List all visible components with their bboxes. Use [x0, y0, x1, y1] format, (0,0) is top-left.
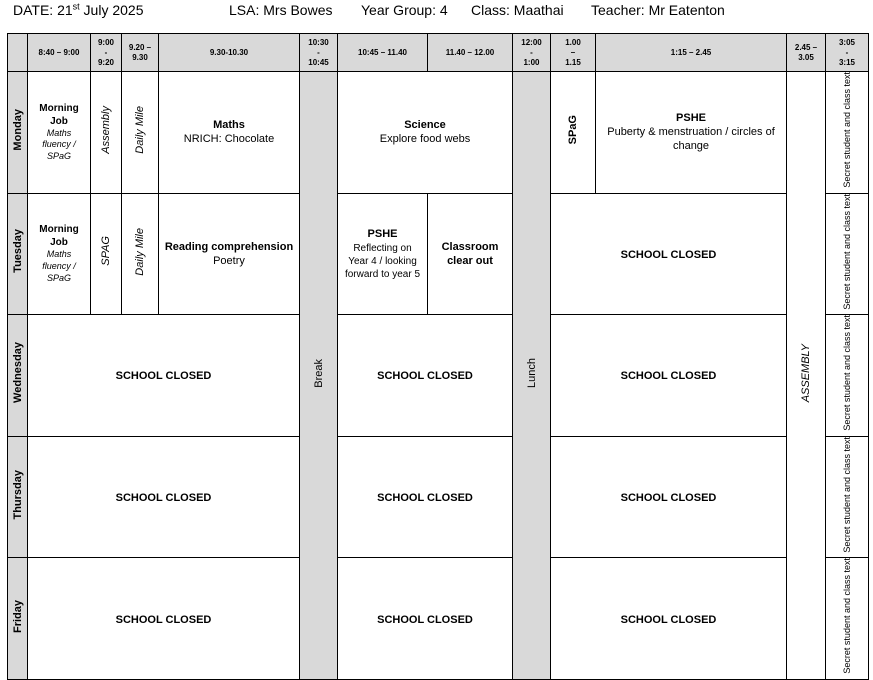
school-closed-cell: SCHOOL CLOSED [551, 436, 787, 558]
assembly-afternoon-cell: ASSEMBLY [787, 72, 826, 680]
assembly-cell: Assembly [91, 72, 122, 194]
secret-text-cell: Secret student and class text [826, 436, 869, 558]
class-label: Class: Maathai [471, 2, 564, 18]
day-row-thursday [8, 436, 869, 558]
science-cell: Science Explore food webs [338, 72, 513, 194]
school-closed-cell: SCHOOL CLOSED [338, 436, 513, 558]
school-closed-cell: SCHOOL CLOSED [338, 315, 513, 437]
time-slot-header: 9:00 - 9:20 [91, 34, 122, 72]
time-slot-header: 9.30-10.30 [159, 34, 300, 72]
daily-mile-cell: Daily Mile [122, 193, 159, 315]
date-label: DATE: 21st July 2025 [13, 1, 144, 18]
time-slot-header: 12:00 - 1:00 [513, 34, 551, 72]
pshe-tuesday-cell: PSHE Reflecting on Year 4 / looking forward to year 5 [338, 193, 428, 315]
school-closed-cell: SCHOOL CLOSED [28, 436, 300, 558]
day-label-friday: Friday [8, 558, 28, 680]
time-slot-header: 2.45 – 3.05 [787, 34, 826, 72]
day-row-tuesday [8, 193, 869, 315]
pshe-monday-cell: PSHE Puberty & menstruation / circles of change [596, 72, 787, 194]
daily-mile-cell: Daily Mile [122, 72, 159, 194]
secret-text-cell: Secret student and class text [826, 315, 869, 437]
school-closed-cell: SCHOOL CLOSED [551, 193, 787, 315]
time-header-row [8, 34, 869, 72]
lunch-cell: Lunch [513, 72, 551, 680]
break-cell: Break [300, 72, 338, 680]
school-closed-cell: SCHOOL CLOSED [28, 315, 300, 437]
secret-text-cell: Secret student and class text [826, 193, 869, 315]
school-closed-cell: SCHOOL CLOSED [551, 558, 787, 680]
reading-cell: Reading comprehension Poetry [159, 193, 300, 315]
classroom-clear-out-cell: Classroom clear out [428, 193, 513, 315]
school-closed-cell: SCHOOL CLOSED [551, 315, 787, 437]
day-row-wednesday [8, 315, 869, 437]
lsa-label: LSA: Mrs Bowes [229, 2, 333, 18]
time-slot-header: 1.00 – 1.15 [551, 34, 596, 72]
time-slot-header: 9.20 – 9.30 [122, 34, 159, 72]
year-group-label: Year Group: 4 [361, 2, 448, 18]
maths-cell: Maths NRICH: Chocolate [159, 72, 300, 194]
time-slot-header: 3:05 - 3:15 [826, 34, 869, 72]
corner-cell [8, 34, 28, 72]
timetable-grid [7, 33, 869, 680]
spag-cell: SPaG [551, 72, 596, 194]
secret-text-cell: Secret student and class text [826, 72, 869, 194]
secret-text-cell: Secret student and class text [826, 558, 869, 680]
day-row-monday [8, 72, 869, 194]
day-label-wednesday: Wednesday [8, 315, 28, 437]
teacher-label: Teacher: Mr Eatenton [591, 2, 725, 18]
morning-job-cell: Morning Job Maths fluency / SPaG [28, 72, 91, 194]
morning-job-cell: Morning Job Maths fluency / SPaG [28, 193, 91, 315]
day-row-friday [8, 558, 869, 680]
time-slot-header: 10:30 - 10:45 [300, 34, 338, 72]
time-slot-header: 1:15 – 2.45 [596, 34, 787, 72]
day-label-tuesday: Tuesday [8, 193, 28, 315]
time-slot-header: 11.40 – 12.00 [428, 34, 513, 72]
day-label-thursday: Thursday [8, 436, 28, 558]
school-closed-cell: SCHOOL CLOSED [28, 558, 300, 680]
school-closed-cell: SCHOOL CLOSED [338, 558, 513, 680]
time-slot-header: 8:40 – 9:00 [28, 34, 91, 72]
timetable-header [0, 0, 873, 26]
day-label-monday: Monday [8, 72, 28, 194]
time-slot-header: 10:45 – 11.40 [338, 34, 428, 72]
spag-cell: SPAG [91, 193, 122, 315]
